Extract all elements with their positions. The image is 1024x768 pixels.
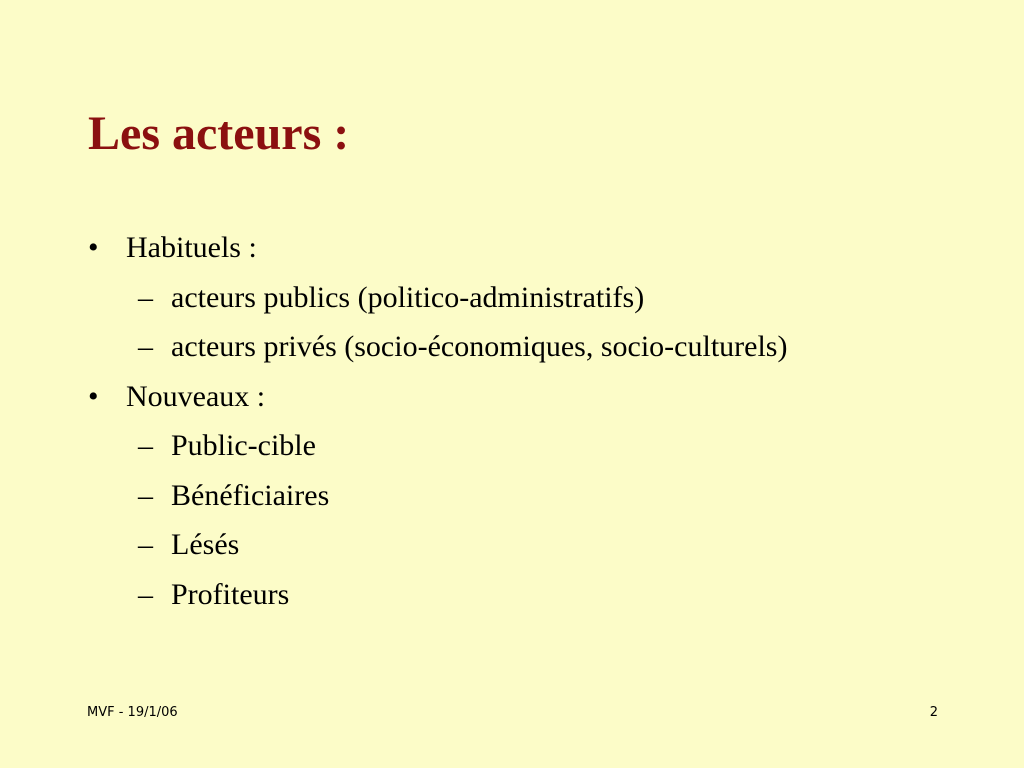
list-item-text: Nouveaux : [126, 379, 266, 413]
list-item-text: Lésés [171, 528, 240, 561]
list-item [88, 575, 968, 625]
list-item-text: acteurs privés (socio-économiques, socio-culturels) [171, 330, 788, 363]
list-item-text: Profiteurs [171, 577, 290, 611]
dash-marker: – [138, 478, 153, 512]
list-item-text: acteurs publics (politico-administratifs) [171, 280, 645, 314]
dash-marker: – [138, 280, 153, 314]
footer-date: MVF - 19/1/06 [87, 705, 178, 720]
list-item [88, 476, 968, 526]
list-item [88, 426, 968, 476]
dash-marker: – [138, 577, 153, 611]
bullet-list [88, 228, 968, 624]
list-item-text: Habituels : [126, 231, 257, 264]
dash-marker: – [138, 528, 153, 561]
list-item-text: Public-cible [171, 429, 316, 462]
list-item [88, 525, 968, 575]
dash-marker: – [138, 330, 153, 363]
list-item [88, 327, 968, 377]
list-item [88, 228, 968, 278]
page-number: 2 [929, 705, 938, 720]
list-item [88, 377, 968, 427]
bullet-marker: • [88, 379, 99, 413]
bullet-marker: • [88, 231, 99, 264]
list-item [88, 278, 968, 328]
dash-marker: – [138, 429, 153, 462]
slide-title: Les acteurs : [88, 107, 350, 160]
list-item-text: Bénéficiaires [171, 478, 330, 512]
